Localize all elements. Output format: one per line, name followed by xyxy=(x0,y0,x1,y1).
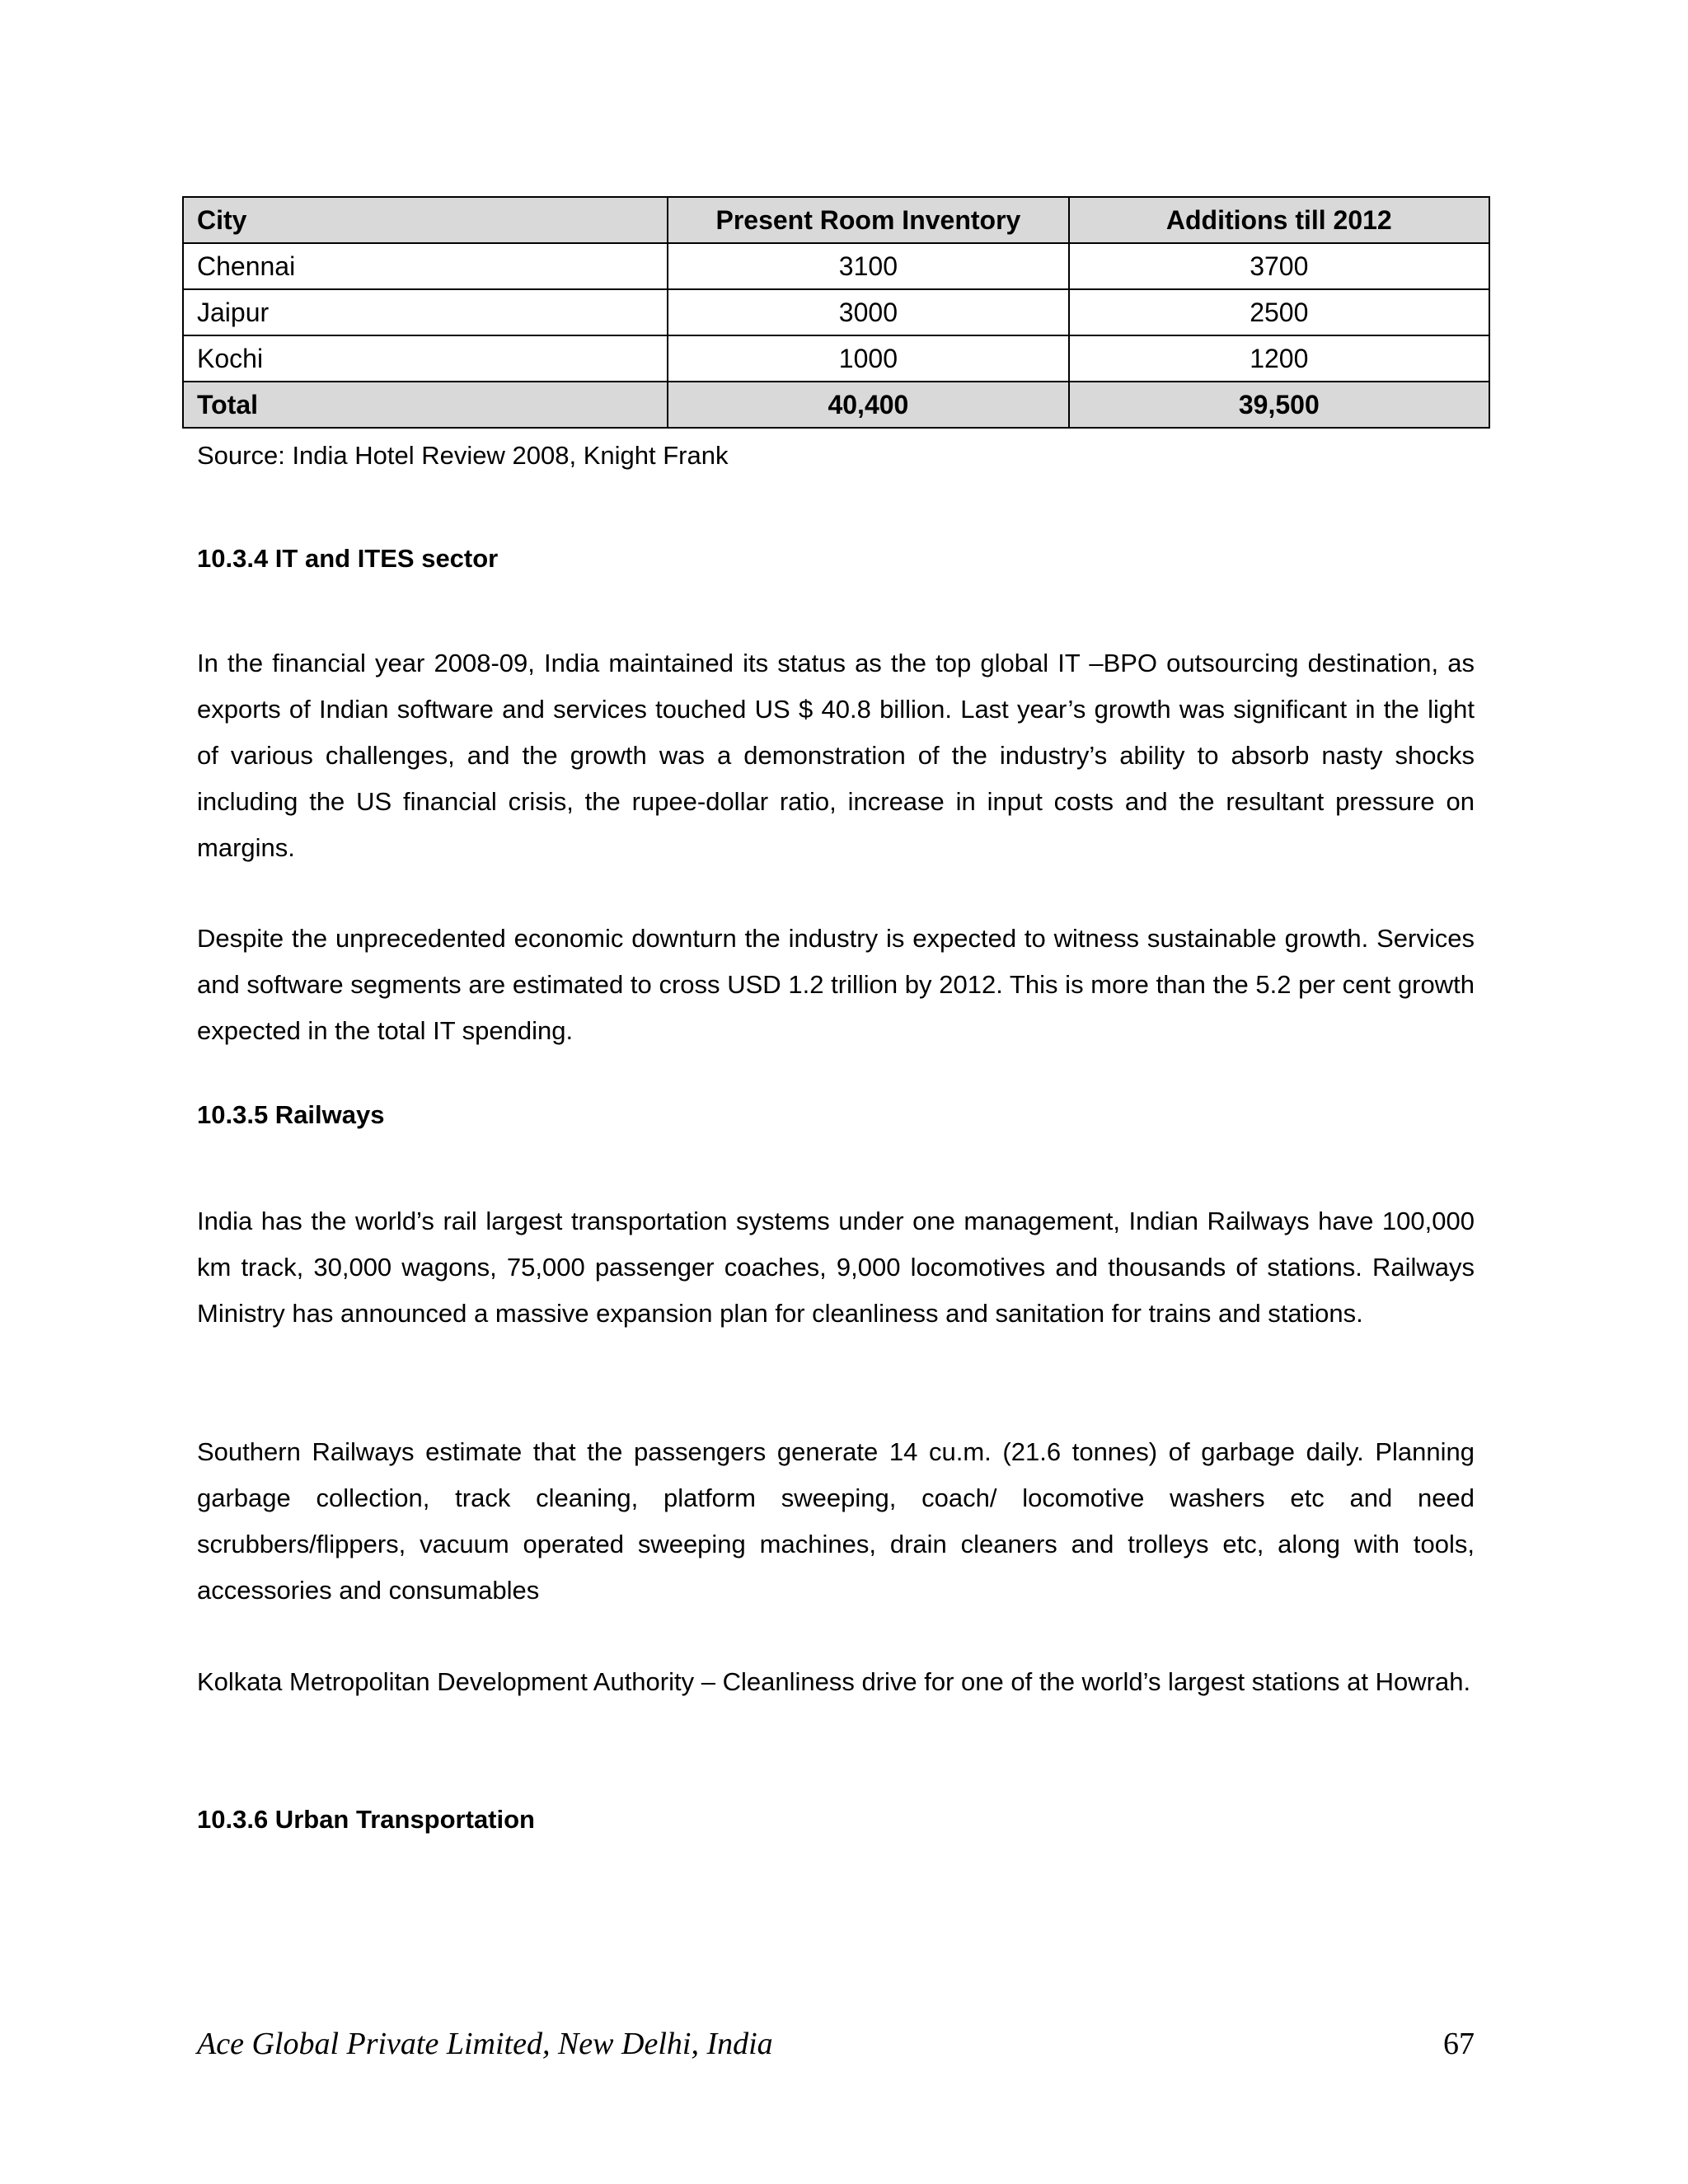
cell-additions: 3700 xyxy=(1069,243,1489,289)
total-present: 40,400 xyxy=(668,382,1068,428)
table-row xyxy=(183,243,1489,289)
section-heading-it: 10.3.4 IT and ITES sector xyxy=(197,544,499,573)
paragraph: Kolkata Metropolitan Development Authority – Cleanliness drive for one of the world’s largest stations at Howrah. xyxy=(197,1667,1471,1696)
paragraph: Despite the unprecedented economic downturn the industry is expected to witness sustainable growth. Services and software segments are estimated to cross USD 1.2 trillion by 2012. This is more than the 5.2 per cent growth expected in the total IT spending. xyxy=(197,924,1475,1045)
total-label: Total xyxy=(183,382,668,428)
table-total-row xyxy=(183,382,1489,428)
paragraph: India has the world’s rail largest transportation systems under one management, Indian Railways have 100,000 km track, 30,000 wagons, 75,000 passenger coaches, 9,000 locomotives and thousands of stations. Railways Ministry has announced a massive expansion plan for cleanliness and sanitation for trains and stations. xyxy=(197,1207,1475,1328)
cell-present: 3000 xyxy=(668,289,1068,335)
section-heading-railways: 10.3.5 Railways xyxy=(197,1100,385,1129)
table-row xyxy=(183,335,1489,382)
cell-city: Chennai xyxy=(183,243,668,289)
header-additions: Additions till 2012 xyxy=(1069,197,1489,243)
table-row xyxy=(183,289,1489,335)
hotel-inventory-table xyxy=(182,196,1490,429)
paragraph: Southern Railways estimate that the passengers generate 14 cu.m. (21.6 tonnes) of garbage daily. Planning garbage collection, track cleaning, platform sweeping, coach/ locomotive washers etc and need scrubbers/flippers, vacuum operated sweeping machines, drain cleaners and trolleys etc, along with tools, accessories and consumables xyxy=(197,1437,1475,1605)
paragraph: In the financial year 2008-09, India maintained its status as the top global IT –BPO outsourcing destination, as exports of Indian software and services touched US $ 40.8 billion. Last year’s growth was significant in the light of various challenges, and the growth was a demonstration of the industry’s ability to absorb nasty shocks including the US financial crisis, the rupee-dollar ratio, increase in input costs and the resultant pressure on margins. xyxy=(197,649,1475,862)
table-source: Source: India Hotel Review 2008, Knight Frank xyxy=(197,441,729,470)
cell-city: Jaipur xyxy=(183,289,668,335)
cell-additions: 1200 xyxy=(1069,335,1489,382)
section-heading-urban: 10.3.6 Urban Transportation xyxy=(197,1805,535,1834)
cell-present: 3100 xyxy=(668,243,1068,289)
footer-text: Ace Global Private Limited, New Delhi, India xyxy=(197,2027,773,2061)
cell-city: Kochi xyxy=(183,335,668,382)
header-city: City xyxy=(183,197,668,243)
total-additions: 39,500 xyxy=(1069,382,1489,428)
table-header-row xyxy=(183,197,1489,243)
cell-present: 1000 xyxy=(668,335,1068,382)
page-number: 67 xyxy=(1443,2027,1475,2061)
cell-additions: 2500 xyxy=(1069,289,1489,335)
header-present-inventory: Present Room Inventory xyxy=(668,197,1068,243)
